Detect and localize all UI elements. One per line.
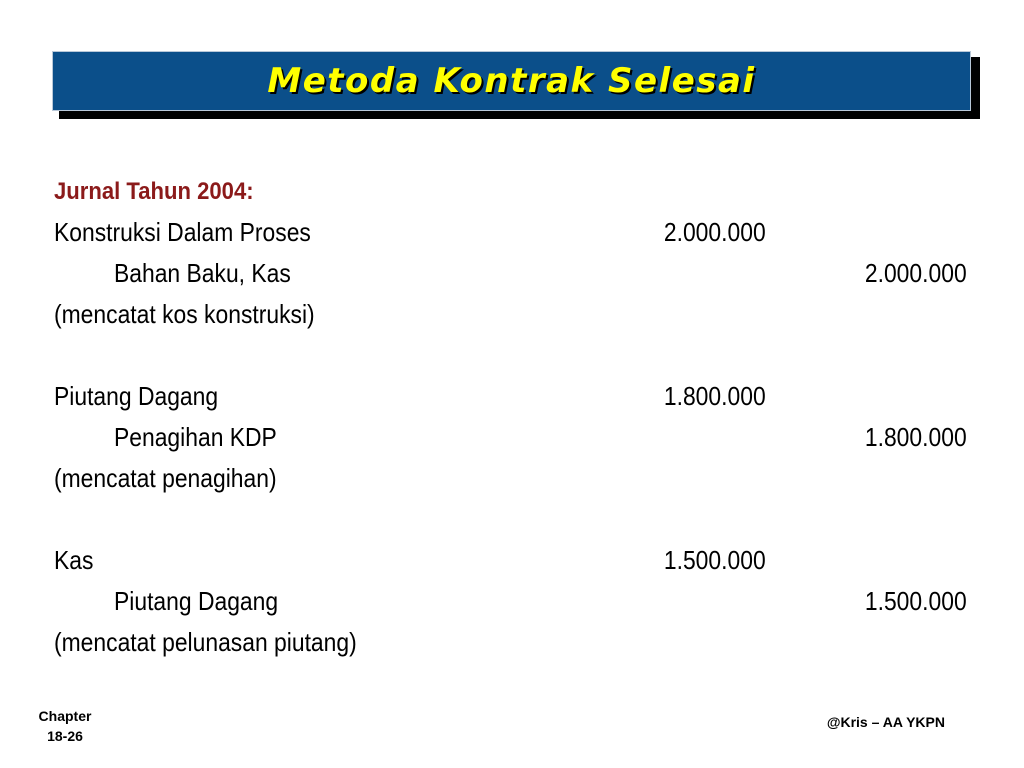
chapter-number: 18-26 <box>47 728 83 744</box>
journal-note-row <box>54 458 969 499</box>
debit-account: Konstruksi Dalam Proses <box>54 217 311 247</box>
debit-account: Piutang Dagang <box>54 381 219 411</box>
entry-note: (mencatat penagihan) <box>54 463 277 493</box>
credit-amount: 1.800.000 <box>865 422 967 452</box>
journal-debit-row <box>54 376 969 417</box>
title-banner <box>52 51 971 111</box>
credit-account: Piutang Dagang <box>114 586 279 616</box>
entry-spacer <box>54 335 969 376</box>
slide-title: Metoda Kontrak Selesai <box>267 61 756 101</box>
journal-credit-row <box>54 581 969 622</box>
credit-account: Penagihan KDP <box>114 422 277 452</box>
entry-note: (mencatat pelunasan piutang) <box>54 627 357 657</box>
journal-credit-row <box>54 253 969 294</box>
debit-account: Kas <box>54 545 94 575</box>
journal-note-row <box>54 294 969 335</box>
chapter-text: Chapter <box>38 708 92 724</box>
debit-amount: 2.000.000 <box>664 217 766 247</box>
journal-debit-row <box>54 540 969 581</box>
credit-amount: 2.000.000 <box>865 258 967 288</box>
journal-heading: Jurnal Tahun 2004: <box>54 178 254 205</box>
credit-amount: 1.500.000 <box>865 586 967 616</box>
chapter-label <box>18 706 112 746</box>
journal-credit-row <box>54 417 969 458</box>
author-credit: @Kris – AA YKPN <box>826 714 945 730</box>
entry-note: (mencatat kos konstruksi) <box>54 299 315 329</box>
entry-spacer <box>54 499 969 540</box>
debit-amount: 1.500.000 <box>664 545 766 575</box>
journal-note-row <box>54 622 969 663</box>
journal-entries <box>54 172 969 663</box>
credit-account: Bahan Baku, Kas <box>114 258 291 288</box>
debit-amount: 1.800.000 <box>664 381 766 411</box>
journal-debit-row <box>54 212 969 253</box>
